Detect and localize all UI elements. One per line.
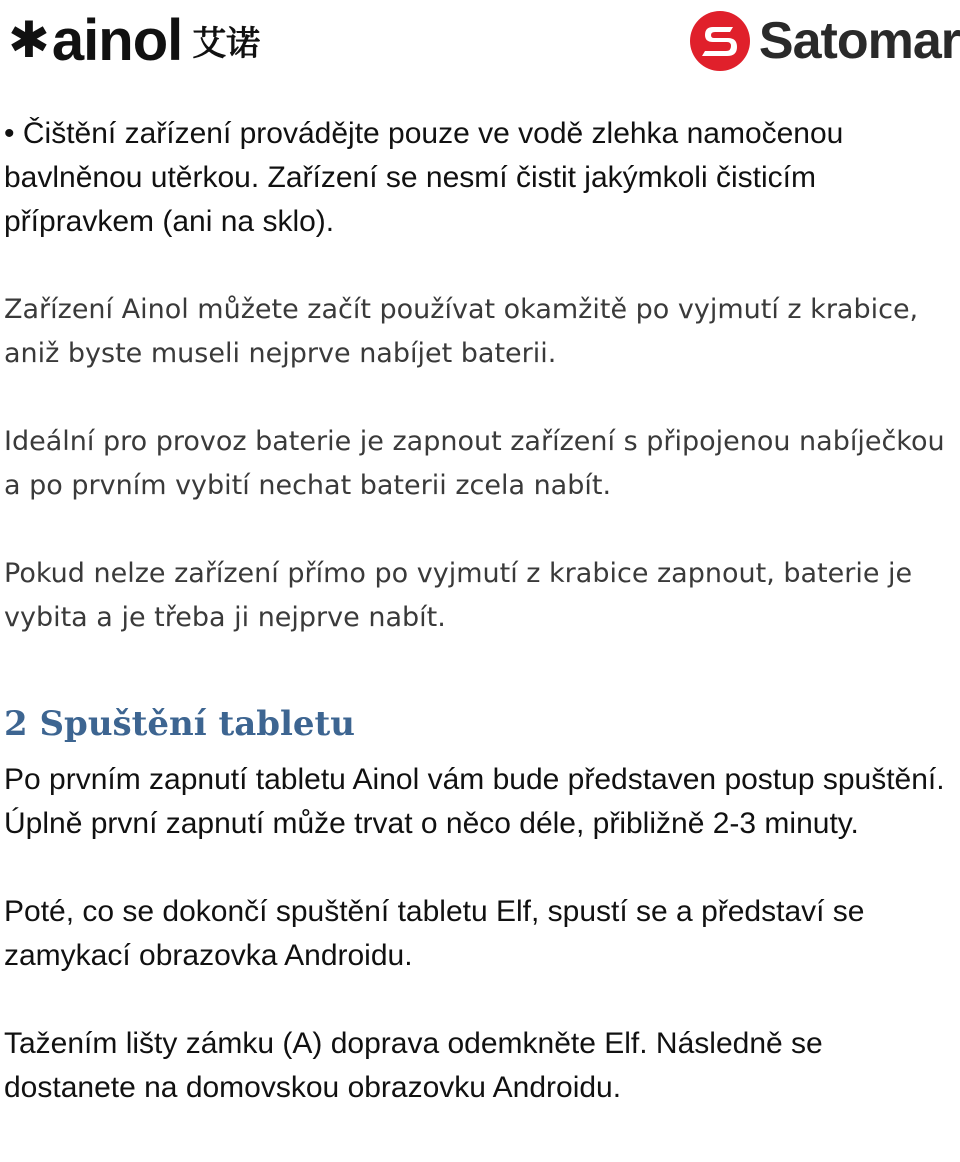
paragraph-lock-screen: Poté, co se dokončí spuštění tabletu Elf, spustí se a představí se zamykací obrazovka Androidu. bbox=[4, 895, 865, 972]
satomar-logo bbox=[689, 8, 960, 74]
ainol-logo-text: ainol bbox=[51, 7, 183, 73]
bullet-text: Čištění zařízení provádějte pouze ve vodě zlehka namočenou bavlněnou utěrkou. Zařízení se nesmí čistit jakýmkoli čisticím přípravkem (ani na sklo). bbox=[4, 117, 844, 238]
paragraph-battery-charge: Ideální pro provoz baterie je zapnout zařízení s připojenou nabíječkou a po prvním vybití nechat baterii zcela nabít. bbox=[4, 426, 945, 501]
ainol-logo-chinese: 艾诺 bbox=[192, 23, 261, 64]
ainol-logo bbox=[8, 7, 261, 73]
ainol-star-icon: ✱ bbox=[8, 11, 50, 69]
satomar-s-icon bbox=[689, 10, 751, 72]
section-heading: 2 Spuštění tabletu bbox=[4, 704, 355, 744]
paragraph-first-start: Po prvním zapnutí tabletu Ainol vám bude představen postup spuštění. Úplně první zapnutí může trvat o něco déle, přibližně 2-3 minuty. bbox=[4, 763, 945, 840]
document-body bbox=[4, 112, 954, 1110]
page-header bbox=[0, 0, 960, 90]
paragraph-unlock: Tažením lišty zámku (A) doprava odemkněte Elf. Následně se dostanete na domovskou obrazovku Androidu. bbox=[4, 1027, 823, 1104]
bullet-symbol: • bbox=[4, 117, 15, 150]
paragraph-battery-empty: Pokud nelze zařízení přímo po vyjmutí z krabice zapnout, baterie je vybita a je třeba ji nejprve nabít. bbox=[4, 558, 913, 633]
bullet-paragraph bbox=[4, 112, 954, 244]
satomar-logo-text: Satomar bbox=[758, 12, 960, 70]
paragraph-start-usage: Zařízení Ainol můžete začít používat okamžitě po vyjmutí z krabice, aniž byste museli nejprve nabíjet baterii. bbox=[4, 294, 919, 369]
